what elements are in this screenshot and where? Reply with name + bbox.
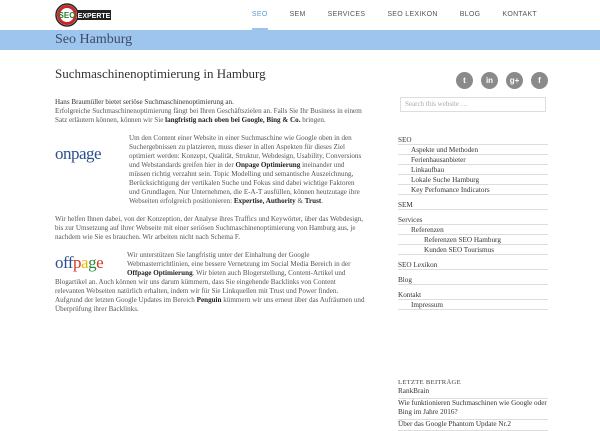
sidebar-menu xyxy=(398,135,548,310)
sidebar-item-impressum[interactable]: Impressum xyxy=(398,300,548,310)
linkedin-icon[interactable]: in xyxy=(481,72,498,89)
site-logo[interactable] xyxy=(55,3,113,27)
offpage-highlight-2: Penguin xyxy=(197,296,222,304)
nav-kontakt[interactable]: KONTAKT xyxy=(502,0,537,30)
recent-posts-heading: LETZTE BEITRÄGE xyxy=(398,378,548,387)
main-nav xyxy=(230,0,537,30)
twitter-icon[interactable]: t xyxy=(456,72,473,89)
offpage-logo-p: p xyxy=(73,253,81,272)
intro-end: bringen. xyxy=(301,116,326,124)
sidebar-item-ferienhaus[interactable]: Ferienhausanbieter xyxy=(398,155,548,165)
intro-lead: Hans Braumüller bietet seriöse Suchmaschinenoptimierung an. xyxy=(55,98,365,107)
sidebar-item-kontakt[interactable]: Kontakt xyxy=(398,290,548,300)
logo-text: EXPERTE xyxy=(78,13,111,20)
page-banner xyxy=(0,30,600,50)
intro-highlight: langfristig nach oben bei Google, Bing & Co. xyxy=(165,116,300,124)
sidebar-item-kunden-tourismus[interactable]: Kunden SEO Tourismus xyxy=(398,245,548,255)
sidebar-item-lokale-suche[interactable]: Lokale Suche Hamburg xyxy=(398,175,548,185)
sidebar-item-sem[interactable]: SEM xyxy=(398,200,548,210)
onpage-highlight-2: Expertise, Authority xyxy=(234,197,296,205)
search-input[interactable]: Search this website … xyxy=(400,97,546,112)
onpage-amp: & xyxy=(296,197,305,205)
recent-post-3[interactable]: Über das Google Phantom Update Nr.2 xyxy=(398,420,548,431)
site-header xyxy=(0,0,600,30)
onpage-section xyxy=(55,134,365,206)
offpage-logo-a: a xyxy=(81,253,88,272)
page-title: Suchmaschinenoptimierung in Hamburg xyxy=(55,66,365,82)
nav-seo[interactable]: SEO xyxy=(252,0,268,30)
onpage-highlight-1: Onpage Optimierung xyxy=(235,161,300,169)
sidebar-item-referenzen-seo[interactable]: Referenzen SEO Hamburg xyxy=(398,235,548,245)
offpage-highlight-1: Offpage Optimierung xyxy=(127,269,193,277)
sidebar-item-services[interactable]: Services xyxy=(398,215,548,225)
offpage-text-3: kümmern wir uns erneut über das Aufräumen und Überprüfung ihrer Backlinks. xyxy=(55,296,365,313)
sidebar-item-seo[interactable]: SEO xyxy=(398,135,548,145)
onpage-text-2: ineinander und müssen richtig verzahnt sein. Topic Modelling und semantische Auszeichnung, Berücksichtigung der vertikalen Suche und Fokus sind dabei wichtige Faktoren und Grundlagen. Nur Unternehmen, die E-A-T ausfüllen, können heutzutage ihre Webseiten erfolgreich positionieren: xyxy=(129,161,360,205)
offpage-logo xyxy=(55,253,119,273)
offpage-section xyxy=(55,251,365,314)
googleplus-icon[interactable]: g+ xyxy=(506,72,523,89)
offpage-logo-o: o xyxy=(55,253,63,272)
recent-post-2[interactable]: Wie funktionieren Suchmaschinen wie Google oder Bing im Jahre 2016? xyxy=(398,399,548,420)
facebook-icon[interactable]: f xyxy=(531,72,548,89)
logo-initials: SEO xyxy=(59,11,76,20)
sidebar-item-aspekte[interactable]: Aspekte und Methoden xyxy=(398,145,548,155)
recent-post-1[interactable]: RankBrain xyxy=(398,387,548,399)
nav-blog[interactable]: BLOG xyxy=(460,0,481,30)
banner-title: Seo Hamburg xyxy=(55,30,132,50)
sidebar-item-blog[interactable]: Blog xyxy=(398,275,548,285)
social-links xyxy=(456,72,548,89)
onpage-text-1: Um den Content einer Website in einer Suchmaschine wie Google oben in den Suchergebnissen zu platzieren, muss dieser in allen Aspekten für dieses Ziel optimiert werden: Konzept, Qualität, Struktur, Webdesign, Usability, Conversions und Webstandards greifen hier in der xyxy=(129,134,361,169)
onpage-highlight-3: Trust xyxy=(305,197,321,205)
intro-paragraph xyxy=(55,98,365,125)
main-content xyxy=(55,66,365,323)
nav-sem[interactable]: SEM xyxy=(290,0,306,30)
offpage-logo-e: e xyxy=(96,253,103,272)
nav-seo-lexikon[interactable]: SEO LEXIKON xyxy=(387,0,437,30)
recent-posts xyxy=(398,378,548,431)
offpage-logo-f1: f xyxy=(63,253,68,272)
onpage-logo: onpage xyxy=(55,144,119,164)
sidebar-item-seo-lexikon[interactable]: SEO Lexikon xyxy=(398,260,548,270)
onpage-dot: . xyxy=(321,197,323,205)
intro-text: Erfolgreiche Suchmaschinenoptimierung fängt bei Ihren Geschäftszielen an. Falls Sie Ihr Business in einem Satz erläutern können, können wir Sie xyxy=(55,107,362,124)
offpage-text-2: . Wir bieten auch Blogerstellung, Content-Artikel und Blogartikel an. Auch können wir uns darum kümmern, dass Sie eingehende Backlinks von Content relevanten Webseiten natürlich erhalten, indem wir für Sie Linkquellen mit Trust und Power finden. Aufgrund der letzten Google Updates im Bereich xyxy=(55,269,345,304)
offpage-text-1: Wir unterstützen Sie langfristig unter der Einhaltung der Google Webmasterrichtlinien, eine bessere Vernetzung im Social Media Bereich in der xyxy=(127,251,350,268)
offpage-logo-f2: f xyxy=(68,253,73,272)
offpage-logo-g: g xyxy=(88,253,96,272)
sidebar-item-kpi[interactable]: Key Perfomance Indicators xyxy=(398,185,548,195)
approach-paragraph: Wir helfen Ihnen dabei, von der Konzeption, der Analyse ihres Traffics und Keywörter, über das Webdesign, bis zur Umsetzung auf ihrer Webseite mit einer seriösen Suchmaschinenoptimierung von Hamburg aus, je nachdem wie Sie es brauchen. Wir arbeiten nicht nach Schema F. xyxy=(55,215,365,242)
sidebar-item-referenzen[interactable]: Referenzen xyxy=(398,225,548,235)
nav-services[interactable]: SERVICES xyxy=(328,0,366,30)
onpage-text xyxy=(129,134,365,206)
sidebar-item-linkaufbau[interactable]: Linkaufbau xyxy=(398,165,548,175)
